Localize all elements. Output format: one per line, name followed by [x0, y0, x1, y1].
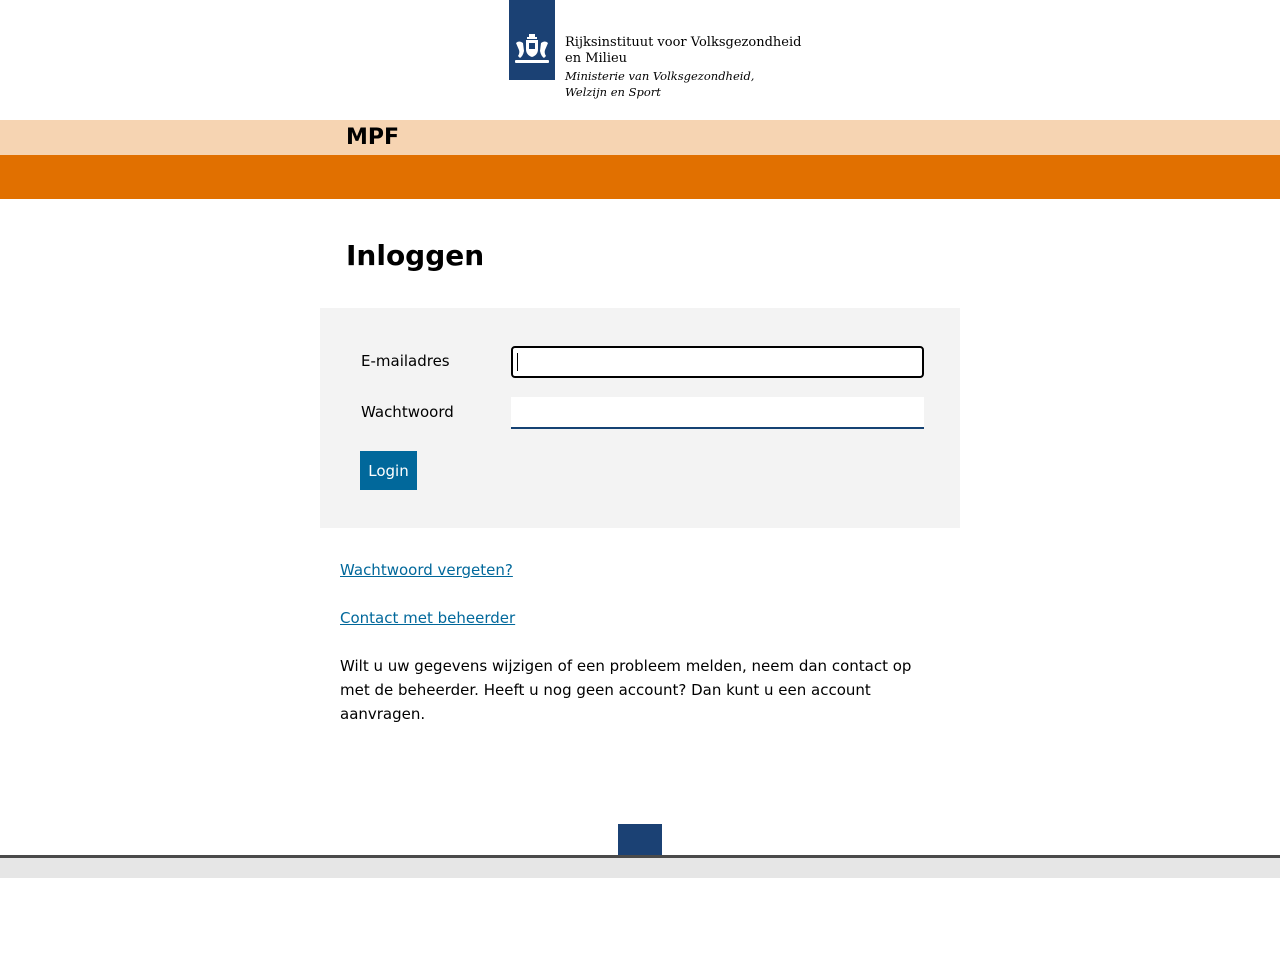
email-field[interactable]	[511, 346, 924, 378]
login-form	[320, 308, 960, 528]
email-label: E-mailadres	[361, 352, 450, 370]
contact-admin-link[interactable]: Contact met beheerder	[340, 609, 516, 627]
logo-text	[565, 35, 805, 100]
logo-line-3: Ministerie van Volksgezondheid,	[565, 69, 755, 83]
navigation-bar	[0, 155, 1280, 199]
site-title-bar	[0, 120, 1280, 155]
logo[interactable]	[509, 0, 802, 100]
password-field[interactable]	[511, 397, 924, 429]
password-label: Wachtwoord	[361, 403, 454, 421]
footer-bar	[0, 858, 1280, 878]
site-title: MPF	[346, 125, 400, 150]
rijksoverheid-coat-of-arms-icon	[512, 33, 552, 67]
logo-block	[509, 0, 555, 80]
login-button[interactable]: Login	[360, 451, 417, 490]
text-cursor	[517, 353, 518, 371]
logo-line-2: en Milieu	[565, 51, 628, 66]
logo-line-1: Rijksinstituut voor Volksgezondheid	[565, 35, 802, 50]
info-text: Wilt u uw gegevens wijzigen of een probleem melden, neem dan contact op met de beheerder. Heeft u nog geen account? Dan kunt u een account aanvragen.	[340, 657, 912, 723]
forgot-password-link[interactable]: Wachtwoord vergeten?	[340, 561, 513, 579]
logo-line-4: Welzijn en Sport	[565, 85, 661, 99]
page-title: Inloggen	[346, 239, 485, 272]
footer-tab	[618, 824, 662, 856]
